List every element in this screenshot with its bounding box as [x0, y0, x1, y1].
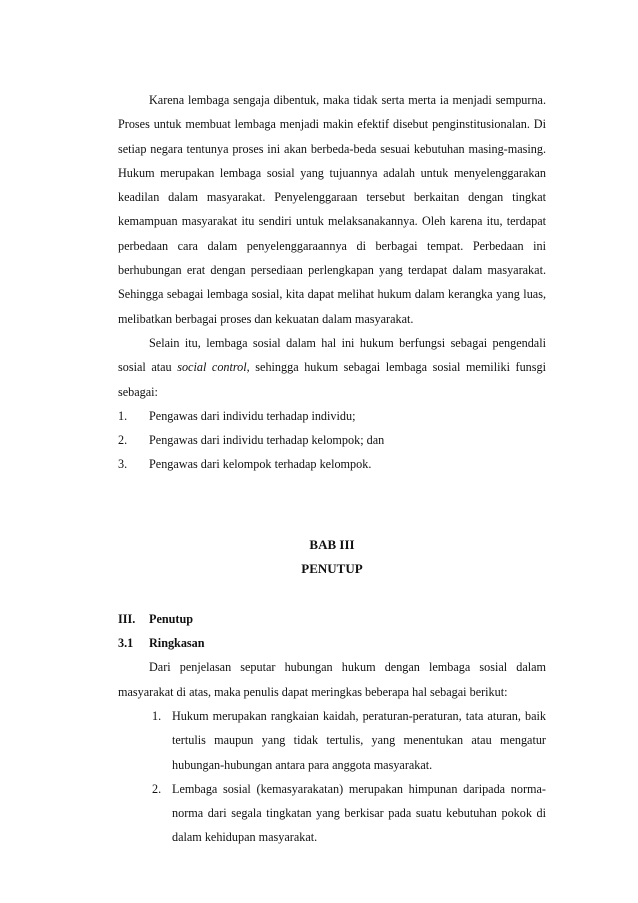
document-page — [118, 88, 546, 850]
chapter-title: PENUTUP — [301, 560, 363, 576]
list-text: Pengawas dari individu terhadap individu; — [149, 408, 356, 423]
list-number: 1. — [118, 408, 128, 423]
summary-intro: Dari penjelasan seputar hubungan hukum dengan lembaga sosial dalam masyarakat di atas, maka penulis dapat meringkas beberapa hal sebagai berikut: — [118, 660, 546, 699]
list-item — [118, 452, 546, 476]
list-item — [118, 704, 546, 777]
list-text: Pengawas dari individu terhadap kelompok; dan — [149, 433, 385, 448]
chapter-number: BAB III — [309, 536, 355, 552]
subsection-number: 3.1 — [118, 636, 134, 651]
subsection-title: Ringkasan — [149, 636, 205, 651]
list-item — [118, 777, 546, 850]
summary-list — [118, 704, 546, 850]
list-text: Pengawas dari kelompok terhadap kelompok. — [149, 457, 372, 472]
social-control-term: social control — [177, 360, 247, 375]
paragraph-social-control-text-end: , sehingga hukum sebagai lembaga sosial memiliki funsgi sebagai: — [118, 360, 546, 399]
list-text: Hukum merupakan rangkaian kaidah, peraturan-peraturan, tata aturan, baik tertulis maupun yang tidak tertulis, yang menentukan atau mengatur hubungan-hubungan antara para anggota masyarakat. — [172, 708, 546, 772]
section-title: Penutup — [149, 611, 194, 626]
list-number: 2. — [152, 781, 162, 796]
list-text: Lembaga sosial (kemasyarakatan) merupakan himpunan daripada norma-norma dari segala tingkatan yang berkisar pada suatu kebutuhan pokok di dalam kehidupan masyarakat. — [172, 781, 546, 845]
list-item — [118, 428, 546, 452]
subsection-heading — [118, 631, 546, 655]
section-heading — [118, 607, 546, 631]
list-number: 3. — [118, 457, 128, 472]
paragraph-social-control-text: Selain itu, lembaga sosial dalam hal ini hukum berfungsi sebagai pengendali sosial atau — [118, 335, 546, 375]
list-number: 1. — [152, 708, 162, 723]
list-item — [118, 404, 546, 428]
paragraph-lembaga: Karena lembaga sengaja dibentuk, maka tidak serta merta ia menjadi sempurna. Proses untuk membuat lembaga menjadi makin efektif disebut penginstitusionalan. Di setiap negara tentunya proses ini akan berbeda-beda sesuai kebutuhan masing-masing. Hukum merupakan lembaga sosial yang tujuannya adalah untuk menyelenggarakan keadilan dalam masyarakat. Penyelenggaraan tersebut berkaitan dengan tingkat kemampuan masyarakat itu sendiri untuk melaksanakannya. Oleh karena itu, terdapat perbedaan cara dalam penyelenggaraannya di berbagai tempat. Perbedaan ini berhubungan erat dengan persediaan perlengkapan yang terdapat dalam masyarakat. Sehingga sebagai lembaga sosial, kita dapat melihat hukum dalam kerangka yang luas, melibatkan berbagai proses dan kekuatan dalam masyarakat. — [118, 93, 546, 326]
paragraph-social-control — [118, 331, 546, 404]
section-number: III. — [118, 611, 136, 626]
function-list — [118, 404, 546, 477]
list-number: 2. — [118, 433, 128, 448]
